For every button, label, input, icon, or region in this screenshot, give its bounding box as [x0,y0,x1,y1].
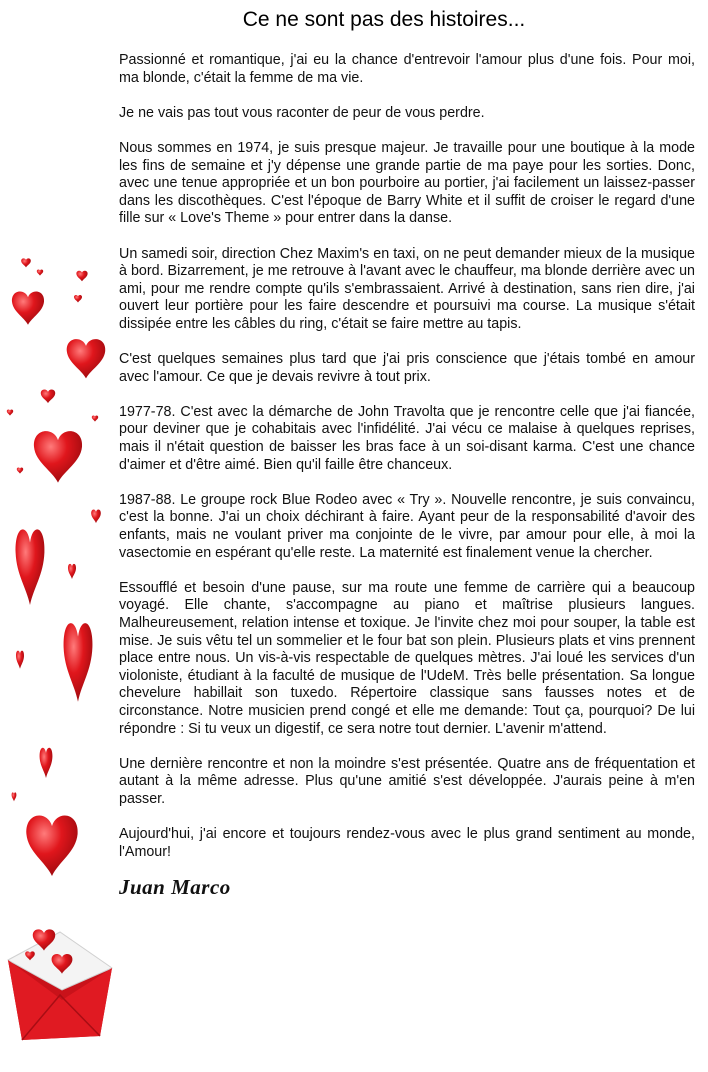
heart-icon [76,271,87,282]
signature: Juan Marco [119,874,231,899]
heart-icon [64,623,93,702]
heart-icon [92,416,98,422]
heart-icon [7,410,13,416]
hearts-decoration [0,0,118,1072]
heart-icon [21,258,31,267]
heart-icon [37,270,43,276]
paragraph: Essoufflé et besoin d'une pause, sur ma route une femme de carrière qui a beaucoup voyagé. Elle chante, s'accompagne au piano et maîtrise plusieurs langues. Malheureusement, relation intense et toxique. Je l'invite chez moi pour souper, la table est mise. Je suis vêtu tel un sommelier et le four bat son plein. Plusieurs plats et vins prennent place entre nous. Un vis-à-vis respectable de quelques mètres. J'ai loué les services d'un violoniste, étudiant à la faculté de musique de l'UdeM. Très belle présentation. Sa longue chevelure habillait son tuxedo. Répertoire classique sans fausses notes et de circonstance. Notre musicien prend congé et elle me demande: Tout ça, pourquoi? De lui répondre : Si tu veux un digestif, ce sera notre tout dernier. L'avenir m'attend. [119,579,695,737]
heart-icon [91,509,101,523]
heart-icon [34,431,82,482]
heart-icon [12,792,17,801]
paragraph: 1977-78. C'est avec la démarche de John Travolta que je rencontre celle que j'ai fiancée, pour deviner que je cohabitais avec l'infidélité. J'ai vécu ce malaise à quelques reprises, mais il n'était question de baisser les bras face à un soi-disant karma. C'est une chance d'aimer et d'être aimé. Bien qu'il faille être chanceux. [119,403,695,473]
envelope-icon [8,929,112,1040]
page-title: Ce ne sont pas des histoires... [242,8,526,31]
paragraph: Je ne vais pas tout vous raconter de peur de vous perdre. [119,104,485,121]
paragraph: C'est quelques semaines plus tard que j'ai pris conscience que j'étais tombé en amour avec l'amour. Ce que je devais revivre à tout prix. [119,351,695,385]
heart-icon [68,564,76,579]
heart-icon [67,339,106,378]
paragraph: Une dernière rencontre et non la moindre s'est présentée. Quatre ans de fréquentation et autant à la même adresse. Plus qu'une amitié s'est développée. J'aurais peine à m'en passer. [119,755,695,807]
paragraph: Aujourd'hui, j'ai encore et toujours rendez-vous avec le plus grand sentiment au monde, l'Amour! [119,826,695,860]
paragraph: 1987-88. Le groupe rock Blue Rodeo avec « Try ». Nouvelle rencontre, je suis convaincu, c'est la bonne. J'ai un choix déchirant à faire. Ayant peur de la responsabilité d'avoir des enfants, mais ne voulant priver ma conjointe de le vivre, par amour pour elle, à moi la vasectomie en espérant qu'elle reste. La maternité est finalement venue la chercher. [119,491,695,561]
heart-icon [26,816,77,876]
paragraph: Nous sommes en 1974, je suis presque majeur. Je travaille pour une boutique à la mode les fins de semaine et j'y dépense une grande partie de ma paye pour les sorties. Donc, avec une tenue appropriée et un bon pourboire au portier, j'ai facilement un laissez-passer dans les discothèques. C'est l'époque de Barry White et il suffit de croiser le regard d'une fille sur « Love's Theme » pour entrer dans la danse. [119,139,695,227]
heart-icon [16,651,24,669]
heart-icon [41,389,55,403]
paragraph: Passionné et romantique, j'ai eu la chance d'entrevoir l'amour plus d'une fois. Pour moi, ma blonde, c'était la femme de ma vie. [119,52,695,86]
heart-icon [16,529,45,605]
heart-icon [40,748,53,778]
letter-body [119,52,695,897]
heart-icon [74,295,82,303]
heart-icon [12,292,44,325]
heart-icon [17,468,23,474]
paragraph: Un samedi soir, direction Chez Maxim's en taxi, on ne peut demander mieux de la musique à bord. Bizarrement, je me retrouve à l'avant avec le chauffeur, ma blonde derrière avec un ami, pour me rendre compte qu'ils s'embrassaient. Arrivé à destination, sans rien dire, j'ai ouvert leur portière pour les faire descendre et poursuivi ma course. La musique s'était dissipée entre les câbles du ring, c'était se faire mettre au tapis. [119,245,695,332]
